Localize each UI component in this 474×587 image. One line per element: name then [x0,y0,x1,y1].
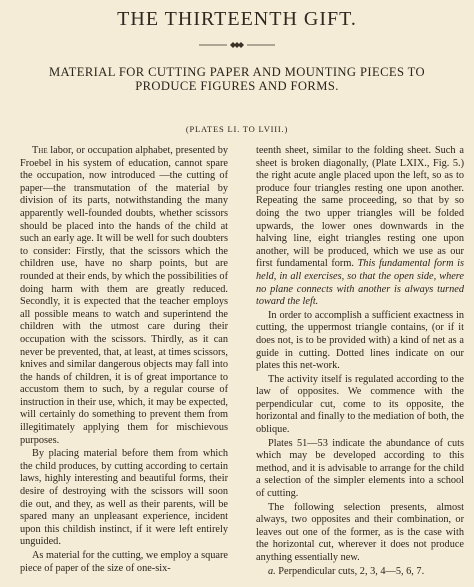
paragraph: As material for the cutting, we employ a square piece of paper of the size of one-six- [20,550,228,574]
paragraph [256,145,464,309]
paragraph: By placing material before them from which the child produces, by cutting according to certain laws, highly interesting and beautiful forms, their desire of destroying with the scissors will soon die out, and they, as well as their parents, will be spared many an unpleasant experience, incident upon this childish instinct, if it were left entirely unguided. [20,448,228,548]
paragraph-text: teenth sheet, similar to the folding sheet. Such a sheet is broken diagonally, (Plate LXIX., Fig. 5.) the right acute angle placed upon the left, so as to produce four triangles resting one upon another. Repeating the same proceeding, so that by so doing the two upper triangles will be folded upwards, the lower ones downwards in the halving line, eight triangles resting one upon another, will be produced, which we use as our first fundamental form. [256,145,464,270]
list-text: Perpendicular cuts, 2, 3, 4—5, 6, 7. [275,565,425,577]
list-label: a. [268,565,276,577]
italic-note: This fundamental form is held, in all exercises, so that the open side, where no plane connects with another is always turned toward the left. [256,258,465,308]
paragraph: Plates 51—53 indicate the abundance of cuts which may be developed according to this method, and it is advisable to arrange for the child a selection of the simpler elements into a school of cutting. [256,437,464,500]
paragraph [256,566,464,579]
paragraph: In order to accomplish a sufficient exactness in cutting, the uppermost triangle contains, (or if it does not, is to be provided with) a kind of net as a guide in cutting. Dotted lines indicate on our plates this net-work. [256,309,464,372]
left-column [20,145,228,575]
paragraph-text: labor, or occupation alphabet, presented by Froebel in his system of education, cannot spare the occupation, now introduced —the cutting of paper—the transmutation of the material by division of its parts, notwithstanding the many apparently well-founded doubts, whether scissors should be placed into the hands of the child at such an early age. It will be well for such doubters to consider: Firstly, that the scissors which the children use, have no sharp points, but are rounded at their ends, by which the possibilities of doing harm with them are greatly reduced. Secondly, it is expected that the teacher employs all possible means to watch and superintend the children with the utmost care during their occupation with the scissors. Thirdly, as it can never be prevented, that, at least, at times scissors, knives and similar dangerous objects may fall into the hands of children, it is of great importance to accustom them to such, by a regular course of instruction in their use, which, it may be expected, will certainly do something to prevent them from illegitimately applying them for mischievous purposes. [20,145,228,446]
ornament-divider [197,40,277,50]
paragraph [20,145,228,447]
section-subtitle: MATERIAL FOR CUTTING PAPER AND MOUNTING PIECES TO PRODUCE FIGURES AND FORMS. [48,65,426,93]
chapter-heading: THE THIRTEENTH GIFT. [117,8,357,30]
paragraph: The following selection presents, almost always, two opposites and their combination, or leaves out one of the former, as is the case with the horizontal cut, wherever it does not produce anything essentially new. [256,501,464,563]
plates-reference: (PLATES LI. TO LVIII.) [185,124,289,134]
right-column [256,145,464,578]
paragraph: The activity itself is regulated according to the law of opposites. We commence with the perpendicular cut, come to its opposite, the horizontal and finally to the mediation of both, the oblique. [256,373,464,436]
lead-word: The [32,145,48,156]
